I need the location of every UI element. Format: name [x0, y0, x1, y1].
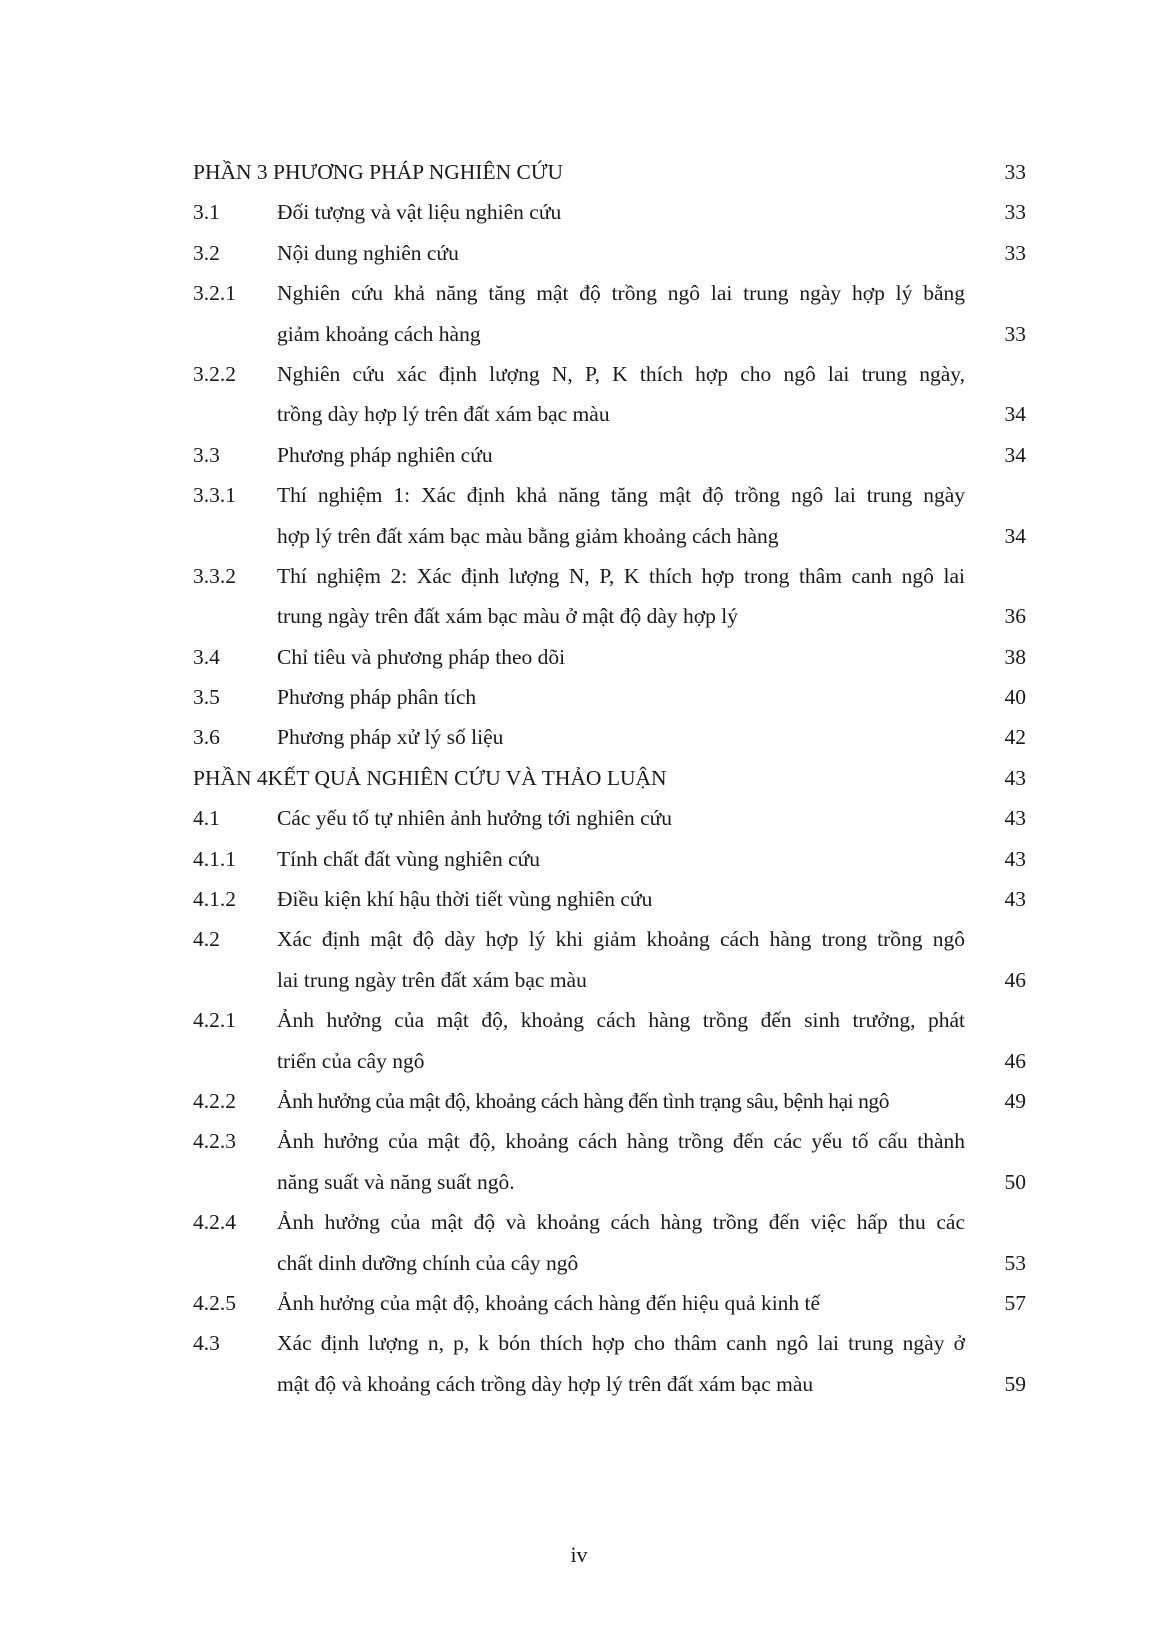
section-title: chất dinh dưỡng chính của cây ngô	[277, 1250, 579, 1275]
section-title: Nghiên cứu khả năng tăng mật độ trồng ngô lai trung ngày hợp lý bằng	[277, 281, 965, 306]
toc-page-number: 59	[1004, 1371, 1026, 1396]
section-title: Phương pháp nghiên cứu	[277, 442, 493, 467]
section-title: Ảnh hưởng của mật độ, khoảng cách hàng đến hiệu quả kinh tế	[277, 1290, 821, 1315]
toc-entry	[0, 475, 1158, 515]
page-number-footer: iv	[570, 1542, 588, 1567]
toc-page-number: 33	[1004, 160, 1026, 184]
section-number: 3.6	[193, 725, 220, 750]
toc-entry	[0, 1000, 1158, 1040]
toc-page-number: 43	[1004, 765, 1026, 790]
toc-part-heading	[0, 758, 1158, 798]
toc-entry	[0, 1283, 1158, 1323]
section-number: 3.2.2	[193, 361, 236, 386]
toc-entry	[0, 798, 1158, 838]
toc-entry	[0, 435, 1158, 475]
section-number: 4.2.1	[193, 1008, 236, 1033]
section-title: hợp lý trên đất xám bạc màu bằng giảm khoảng cách hàng	[277, 523, 779, 548]
toc-page-number: 49	[1004, 1088, 1026, 1113]
toc-part-heading	[0, 152, 1158, 192]
toc-page-number: 43	[1004, 846, 1026, 871]
section-title: Ảnh hưởng của mật độ, khoảng cách hàng trồng đến sinh trưởng, phát	[277, 1008, 965, 1033]
part-title: PHẦN 4KẾT QUẢ NGHIÊN CỨU VÀ THẢO LUẬN	[193, 765, 667, 790]
section-number: 3.3.2	[193, 563, 236, 588]
toc-entry	[0, 879, 1158, 919]
toc-entry	[0, 677, 1158, 717]
toc-page-number: 43	[1004, 887, 1026, 912]
toc-entry-continuation	[0, 1243, 1158, 1283]
toc-entry	[0, 354, 1158, 394]
section-title: Tính chất đất vùng nghiên cứu	[277, 846, 541, 871]
section-title: triển của cây ngô	[277, 1048, 425, 1073]
toc-entry	[0, 556, 1158, 596]
toc-page-number: 43	[1004, 806, 1026, 831]
toc-page-number: 38	[1004, 644, 1026, 669]
toc-entry-continuation	[0, 596, 1158, 636]
section-number: 4.2.2	[193, 1088, 236, 1113]
section-number: 4.1	[193, 806, 220, 831]
toc-page-number: 57	[1004, 1290, 1026, 1315]
section-number: 4.2.4	[193, 1210, 236, 1235]
section-title: Thí nghiệm 1: Xác định khả năng tăng mật độ trồng ngô lai trung ngày	[277, 483, 965, 508]
section-number: 3.1	[193, 200, 220, 225]
section-title: Ảnh hưởng của mật độ và khoảng cách hàng trồng đến việc hấp thu các	[277, 1210, 965, 1235]
toc-page-number: 46	[1004, 1048, 1026, 1073]
toc-page-number: 34	[1004, 442, 1026, 467]
section-title: trồng dày hợp lý trên đất xám bạc màu	[277, 402, 610, 427]
section-number: 4.2.5	[193, 1290, 236, 1315]
section-title: Nghiên cứu xác định lượng N, P, K thích hợp cho ngô lai trung ngày,	[277, 361, 965, 386]
toc-entry-continuation	[0, 314, 1158, 354]
section-title: giảm khoảng cách hàng	[277, 321, 481, 346]
toc-entry	[0, 1081, 1158, 1121]
toc-page-number: 42	[1004, 725, 1026, 750]
toc-page-number: 33	[1004, 200, 1026, 225]
toc-page-number: 46	[1004, 967, 1026, 992]
toc-entry	[0, 233, 1158, 273]
section-title: Ảnh hưởng của mật độ, khoảng cách hàng trồng đến các yếu tố cấu thành	[277, 1129, 965, 1154]
toc-entry-continuation	[0, 516, 1158, 556]
toc-entry	[0, 919, 1158, 959]
toc-entry	[0, 273, 1158, 313]
toc-page-number: 34	[1004, 523, 1026, 548]
section-title: trung ngày trên đất xám bạc màu ở mật độ dày hợp lý	[277, 604, 738, 629]
toc-entry-continuation	[0, 1041, 1158, 1081]
toc-entry	[0, 1121, 1158, 1161]
section-number: 4.3	[193, 1331, 220, 1356]
table-of-contents	[0, 152, 1158, 1404]
section-title: lai trung ngày trên đất xám bạc màu	[277, 967, 587, 992]
section-title: Xác định lượng n, p, k bón thích hợp cho thâm canh ngô lai trung ngày ở	[277, 1331, 965, 1356]
toc-page-number: 53	[1004, 1250, 1026, 1275]
section-number: 4.2	[193, 927, 220, 952]
section-number: 4.1.2	[193, 887, 236, 912]
section-number: 3.5	[193, 685, 220, 710]
section-title: Phương pháp xử lý số liệu	[277, 725, 504, 750]
toc-entry	[0, 637, 1158, 677]
toc-entry	[0, 1323, 1158, 1363]
section-title: Điều kiện khí hậu thời tiết vùng nghiên cứu	[277, 887, 653, 912]
toc-page-number: 36	[1004, 604, 1026, 629]
section-title: năng suất và năng suất ngô.	[277, 1169, 515, 1194]
section-number: 3.2.1	[193, 281, 236, 306]
toc-entry	[0, 839, 1158, 879]
section-title: Chỉ tiêu và phương pháp theo dõi	[277, 644, 566, 669]
toc-entry	[0, 717, 1158, 757]
section-title: Đối tượng và vật liệu nghiên cứu	[277, 200, 562, 225]
section-title: Các yếu tố tự nhiên ảnh hưởng tới nghiên cứu	[277, 806, 673, 831]
section-number: 4.2.3	[193, 1129, 236, 1154]
section-number: 3.2	[193, 240, 220, 265]
toc-entry	[0, 192, 1158, 232]
toc-entry-continuation	[0, 394, 1158, 434]
toc-entry-continuation	[0, 1162, 1158, 1202]
toc-entry-continuation	[0, 1364, 1158, 1404]
toc-entry-continuation	[0, 960, 1158, 1000]
section-number: 3.3	[193, 442, 220, 467]
section-title: mật độ và khoảng cách trồng dày hợp lý trên đất xám bạc màu	[277, 1371, 814, 1396]
toc-page-number: 34	[1004, 402, 1026, 427]
toc-page-number: 33	[1004, 240, 1026, 265]
section-number: 4.1.1	[193, 846, 236, 871]
section-title: Ảnh hưởng của mật độ, khoảng cách hàng đến tình trạng sâu, bệnh hại ngô	[277, 1088, 890, 1113]
section-title: Xác định mật độ dày hợp lý khi giảm khoảng cách hàng trong trồng ngô	[277, 927, 965, 952]
section-number: 3.4	[193, 644, 220, 669]
section-title: Phương pháp phân tích	[277, 685, 477, 710]
toc-entry	[0, 1202, 1158, 1242]
toc-page-number: 33	[1004, 321, 1026, 346]
toc-page-number: 40	[1004, 685, 1026, 710]
section-title: Thí nghiệm 2: Xác định lượng N, P, K thích hợp trong thâm canh ngô lai	[277, 563, 965, 588]
section-title: Nội dung nghiên cứu	[277, 240, 459, 265]
part-title: PHẦN 3 PHƯƠNG PHÁP NGHIÊN CỨU	[193, 160, 564, 184]
section-number: 3.3.1	[193, 483, 236, 508]
toc-page-number: 50	[1004, 1169, 1026, 1194]
